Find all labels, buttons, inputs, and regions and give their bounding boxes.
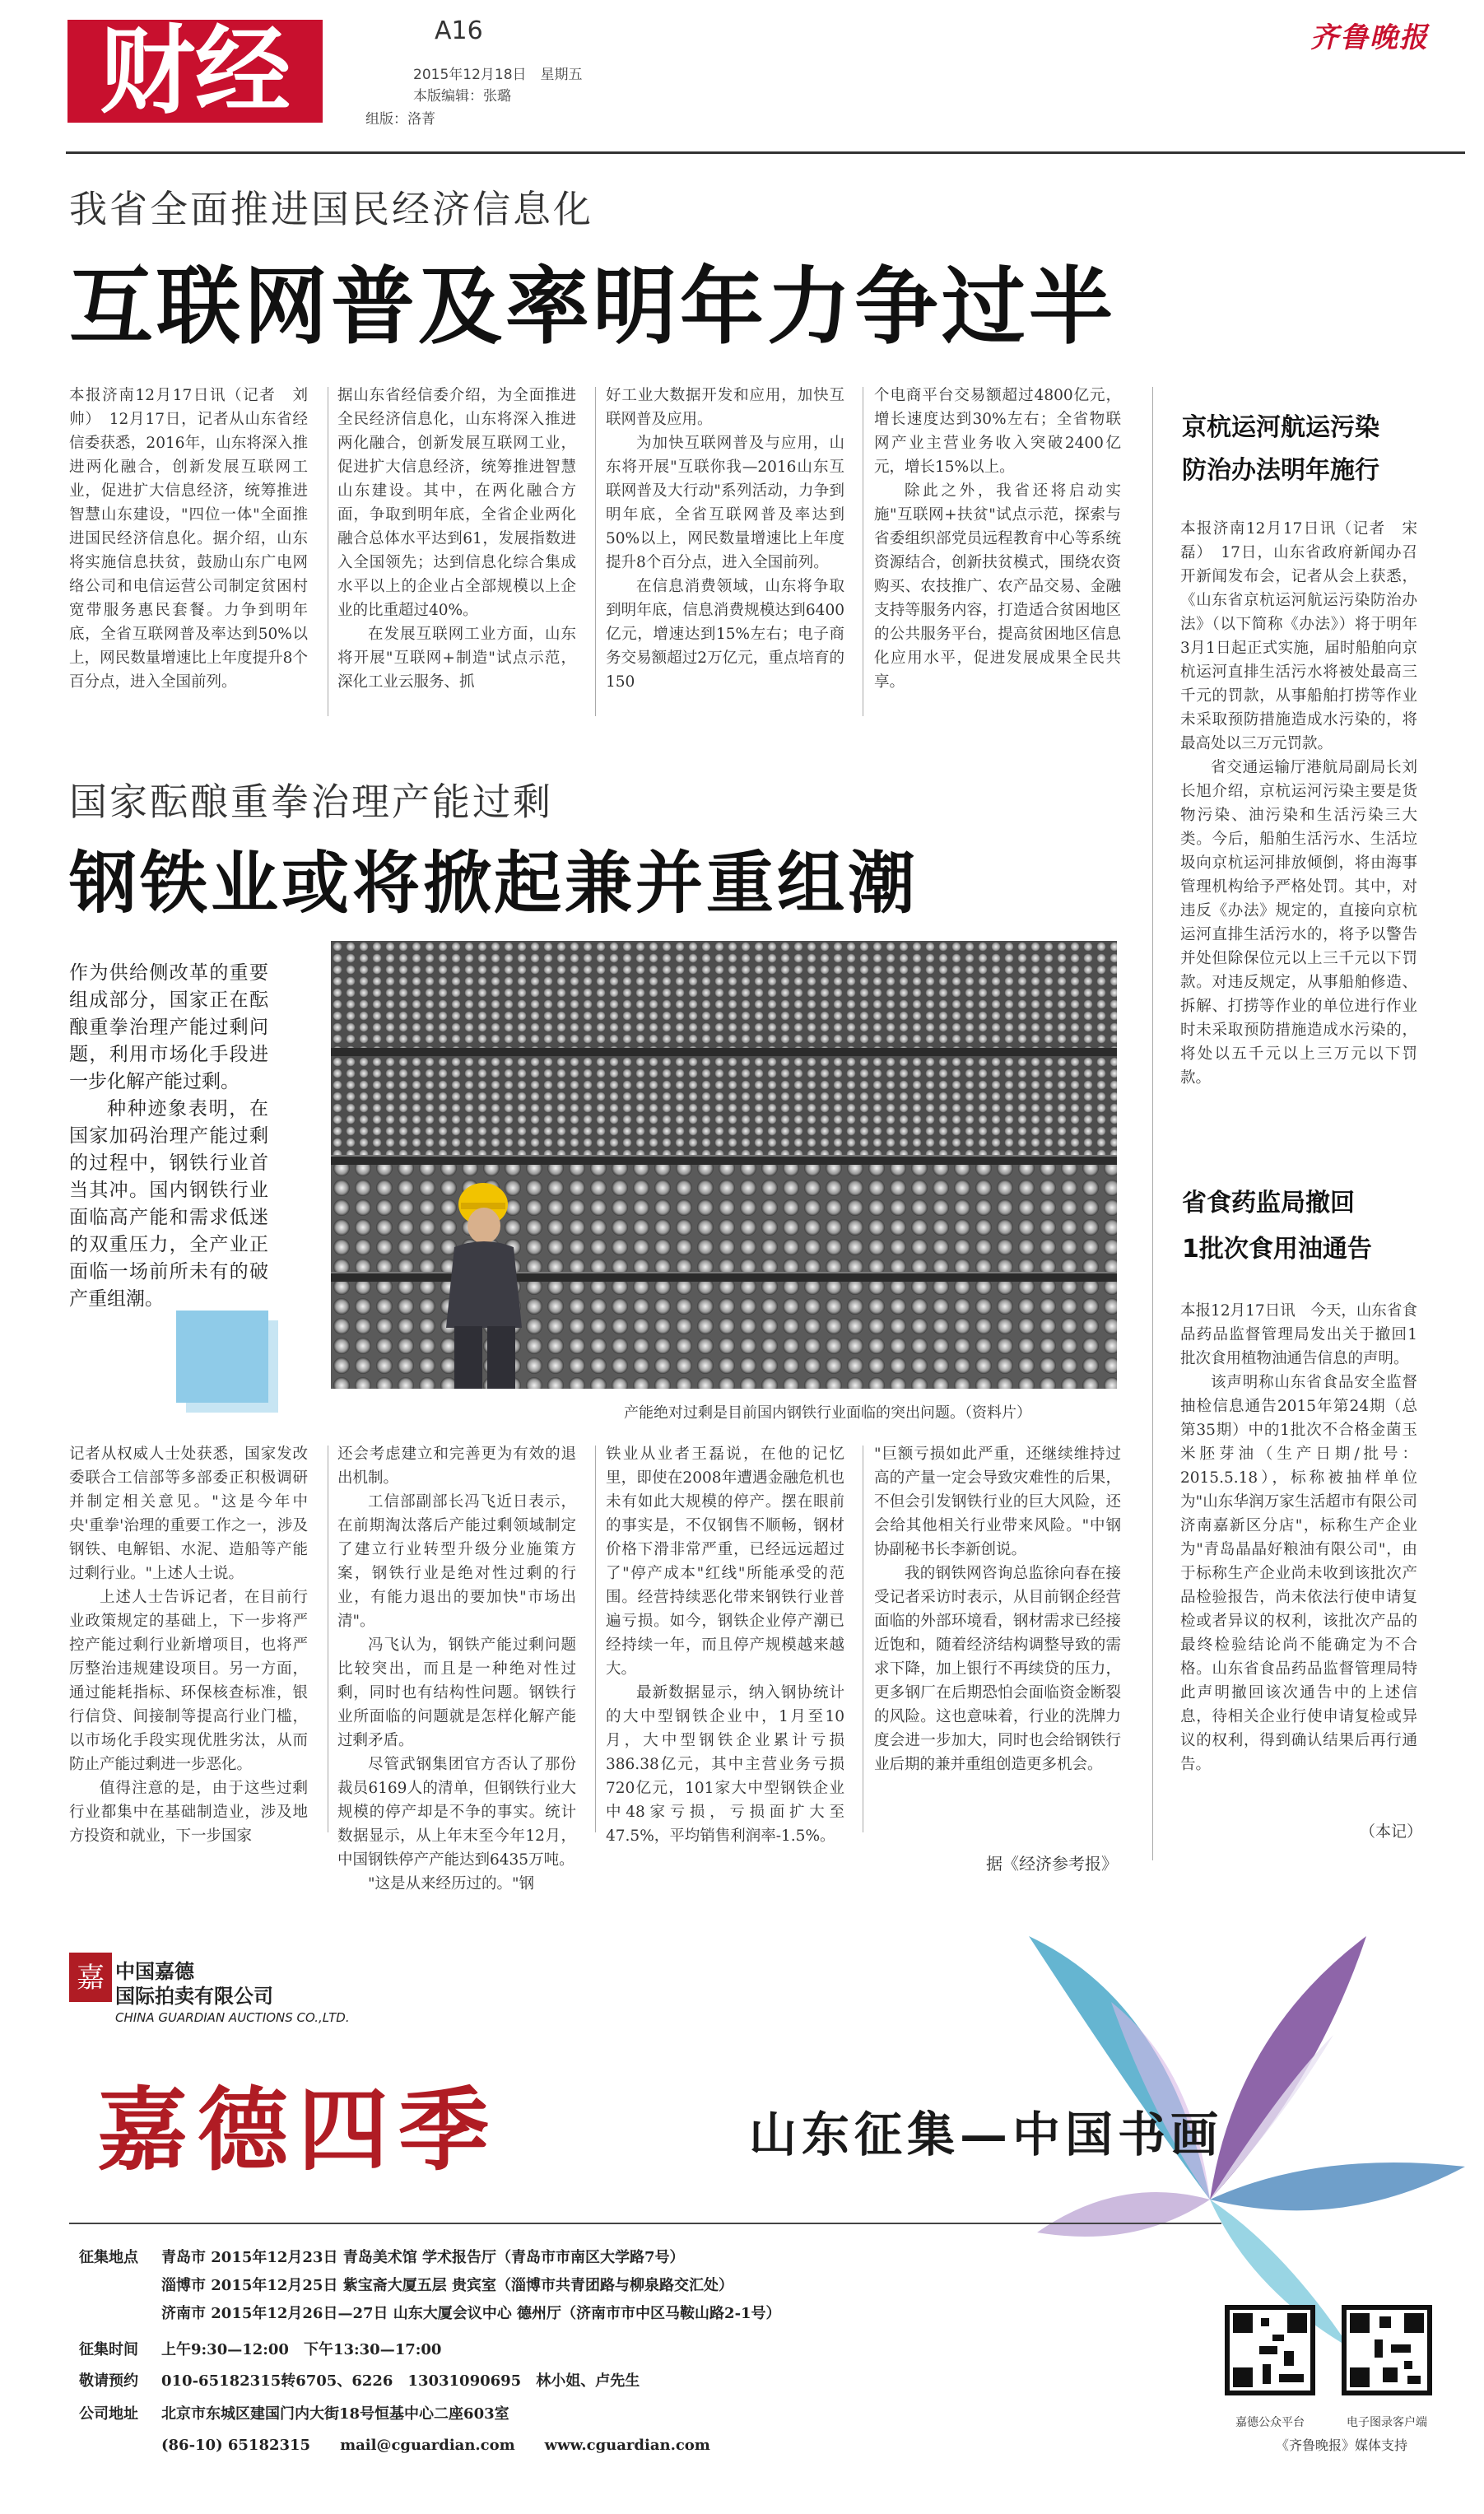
paragraph: "这是从来经历过的。"钢	[368, 1875, 535, 1892]
sidebar1-headline-line1: 京杭运河航运污染	[1182, 413, 1379, 442]
paragraph: 好工业大数据开发和应用，加快互联网普及应用。	[606, 387, 844, 428]
svg-text:嘉: 嘉	[77, 1962, 105, 1995]
venue-jinan: 济南市 2015年12月26日—27日 山东大厦会议中心 德州厅（济南市市中区马鞍山路2-1号）	[161, 2305, 781, 2322]
page-number: A16	[435, 16, 483, 45]
paragraph: 在信息消费领域，山东将争取到明年底，信息消费规模达到6400亿元，增速达到15%左右；电子商务交易额超过2万亿元，重点培育的150	[606, 578, 844, 691]
article2-source: 据《经济参考报》	[986, 1854, 1118, 1874]
company-address: 北京市东城区建国门内大街18号恒基中心二座603室	[161, 2405, 509, 2423]
paragraph: 该声明称山东省食品安全监督抽检信息通告2015年第24期（总第35期）中的1批次不合格金菌玉米胚芽油（生产日期/批号：2015.5.18），标称被抽样单位为"山东华润万家生活超市有限公司济南嘉新区分店"，标称生产企业为"青岛晶晶好粮油有限公司"，由于标称生产企业尚未收到该批次产品检验报告，尚未依法行使申请复检或者异议的权利，该批次产品的最终检验结论尚不能确定为不合格。山东省食品药品监督管理局特此声明撤回该次通告中的上述信息，待相关企业行使申请复检或异议的权利，得到确认结果后再行通告。	[1180, 1374, 1417, 1773]
article2-column-1	[69, 1442, 308, 1845]
paragraph: 个电商平台交易额超过4800亿元，增长速度达到30%左右；全省物联网产业主营业务收入突破2400亿元，增长15%以上。	[874, 387, 1121, 476]
article1-column-3	[606, 384, 844, 721]
sidebar2-headline-line1: 省食药监局撤回	[1182, 1189, 1355, 1217]
company-name-en: CHINA GUARDIAN AUCTIONS CO.,LTD.	[115, 2010, 350, 2025]
layout-credit: 组版：洛菁	[365, 111, 435, 128]
article1-column-2	[337, 384, 576, 721]
paragraph: 我的钢铁网咨询总监徐向春在接受记者采访时表示，从目前钢企经营面临的外部环境看，钢材需求已经接近饱和，随着经济结构调整导致的需求下降，加上银行不再续贷的压力，更多钢厂在后期恐怕会面临资金断裂的风险。这也意味着，行业的洗牌力度会进一步加大，同时也会给钢铁行业后期的兼并重组创造更多机会。	[874, 1565, 1121, 1773]
issue-date: 2015年12月18日 星期五	[413, 67, 583, 83]
paragraph: 据山东省经信委介绍，为全面推进全民经济信息化，山东将深入推进两化融合，创新发展互联网工业，促进扩大信息经济，统筹推进智慧山东建设。其中，在两化融合方面，争取到明年底，全省企业两化融合总体水平达到61，发展指数进入全国领先；达到信息化综合集成水平以上的企业占全部规模以上企业的比重超过40%。	[337, 387, 576, 619]
sidebar2-body	[1180, 1299, 1417, 1809]
ad-subtitle: 山东征集—中国书画	[749, 2107, 1224, 2163]
article1-headline: 互联网普及率明年力争过半	[69, 258, 1116, 356]
paragraph: 本报12月17日讯 今天，山东省食品药品监督管理局发出关于撤回1批次食用植物油通告信息的声明。	[1180, 1302, 1417, 1367]
paragraph: 还会考虑建立和完善更为有效的退出机制。	[337, 1446, 576, 1487]
qr1-caption: 嘉德公众平台	[1235, 2416, 1305, 2429]
paragraph: 尽管武钢集团官方否认了那份裁员6169人的清单，但钢铁行业大规模的停产却是不争的事实。统计数据显示，从上年末至今年12月，中国钢铁停产产能达到6435万吨。	[337, 1756, 576, 1869]
sidebar-divider	[1152, 387, 1153, 1860]
sidebar2-headline-line2: 1批次食用油通告	[1182, 1235, 1372, 1264]
address-label: 公司地址	[79, 2405, 138, 2423]
publication-name: 齐鲁晚报	[1310, 21, 1429, 54]
media-support-note: 《齐鲁晚报》媒体支持	[1275, 2437, 1407, 2453]
article2-lead	[69, 960, 268, 1313]
sidebar1-body	[1180, 517, 1417, 1143]
paragraph: 记者从权威人士处获悉，国家发改委联合工信部等多部委正积极调研并制定相关意见。"这是今年中央'重拳'治理的重要工作之一，涉及钢铁、电解铝、水泥、造船等产能过剩行业。"上述人士说。	[69, 1446, 308, 1582]
sidebar1-headline-line2: 防治办法明年施行	[1182, 456, 1379, 485]
article1-column-4	[874, 384, 1121, 721]
guardian-logo-icon	[69, 1953, 112, 2002]
contact-line: (86-10) 65182315 mail@cguardian.com www.cguardian.com	[161, 2437, 710, 2454]
ad-title: 嘉德四季	[97, 2077, 499, 2183]
steel-warehouse-photo	[331, 941, 1117, 1389]
section-title: 财经	[100, 16, 291, 127]
paragraph: 省交通运输厅港航局副局长刘长旭介绍，京杭运河污染主要是货物污染、油污染和生活污染三大类。今后，船舶生活污水、生活垃圾向京杭运河排放倾倒，将由海事管理机构给予严格处罚。其中，对违反《办法》规定的，直接向京杭运河直排生活污水的，将予以警告并处但除保位元以上三千元以下罚款。对违反规定，从事船舶修造、拆解、打捞等作业的单位进行作业时未采取预防措施造成水污染的，将处以五千元以上三万元以下罚款。	[1180, 759, 1417, 1087]
article1-column-1: 本报济南12月17日讯（记者 刘帅） 12月17日，记者从山东省经信委获悉，2016年，山东将深入推进两化融合，创新发展互联网工业，促进扩大信息经济，统筹推进智慧山东建设，"四位一体"全面推进国民经济信息化。据介绍，山东将实施信息扶贫，鼓励山东广电网络公司和电信运营公司制定贫困村宽带服务惠民套餐。力争到明年底，全省互联网普及率达到50%以上，网民数量增速比上年度提升8个百分点，进入全国前列。	[69, 387, 308, 691]
qr-code-icon	[1342, 2305, 1432, 2395]
paragraph: 值得注意的是，由于这些过剩行业都集中在基础制造业，涉及地方投资和就业，下一步国家	[69, 1780, 308, 1845]
paragraph: 为加快互联网普及与应用，山东将开展"互联你我—2016山东互联网普及大行动"系列活动，力争到明年底，全省互联网普及率达到50%以上，网民数量增速比上年度提升8个百分点，进入全国前列。	[606, 435, 844, 571]
column-divider	[595, 387, 596, 716]
photo-caption: 产能绝对过剩是目前国内钢铁行业面临的突出问题。（资料片）	[624, 1404, 1031, 1422]
qr-code-icon	[1225, 2305, 1315, 2395]
booking-info: 010-65182315转6705、6226 13031090695 林小姐、卢先生	[161, 2372, 640, 2390]
article2-headline: 钢铁业或将掀起兼并重组潮	[69, 845, 919, 923]
time-label: 征集时间	[79, 2341, 138, 2358]
venue-qingdao: 青岛市 2015年12月23日 青岛美术馆 学术报告厅（青岛市市南区大学路7号）	[161, 2249, 685, 2266]
masthead-rule	[66, 151, 1465, 154]
ad-divider	[69, 2223, 1221, 2224]
paragraph: 在发展互联网工业方面，山东将开展"互联网+制造"试点示范，深化工业云服务、抓	[337, 626, 576, 691]
paragraph: 铁业从业者王磊说，在他的记忆里，即使在2008年遭遇金融危机也未有如此大规模的停产。摆在眼前的事实是，不仅钢售不顺畅，钢材价格下滑非常严重，已经远远超过了"停产成本"红线"所能承受的范围。经营持续恶化带来钢铁行业普遍亏损。如今，钢铁企业停产潮已经持续一年，而且停产规模越来越大。	[606, 1446, 844, 1678]
article2-kicker: 国家酝酿重拳治理产能过剩	[69, 780, 553, 824]
venue-label: 征集地点	[79, 2249, 138, 2266]
paragraph: 作为供给侧改革的重要组成部分，国家正在酝酿重拳治理产能过剩问题，利用市场化手段进一步化解产能过剩。	[69, 962, 268, 1092]
venue-zibo: 淄博市 2015年12月25日 紫宝斋大厦五层 贵宾室（淄博市共青团路与柳泉路交汇处）	[161, 2277, 733, 2294]
paragraph: 工信部副部长冯飞近日表示，在前期淘汰落后产能过剩领域制定了建立行业转型升级分业施策方案，钢铁行业是绝对性过剩的行业，有能力退出的要加快"市场出清"。	[337, 1493, 576, 1630]
article2-column-2	[337, 1442, 576, 1892]
paragraph: 本报济南12月17日讯（记者 宋磊） 17日，山东省政府新闻办召开新闻发布会，记者从会上获悉，《山东省京杭运河航运污染防治办法》（以下简称《办法》）将于明年3月1日起正式实施，届时船舶向京杭运河直排生活污水将被处最高三千元的罚款，从事船舶打捞等作业未采取预防措施造成水污染的，将最高处以三万元罚款。	[1180, 520, 1417, 752]
section-logo	[67, 12, 339, 127]
company-name-cn: 中国嘉德 国际拍卖有限公司	[115, 1960, 273, 2008]
sidebar2-author: （本记）	[1360, 1823, 1423, 1841]
article1-kicker: 我省全面推进国民经济信息化	[69, 187, 593, 231]
editor-credit: 本版编辑：张璐	[413, 88, 511, 105]
article2-column-4	[874, 1442, 1121, 1837]
collection-time: 上午9:30—12:00 下午13:30—17:00	[161, 2341, 442, 2358]
paragraph: 上述人士告诉记者，在目前行业政策规定的基础上，下一步将严控产能过剩行业新增项目，也将严厉整治违规建设项目。另一方面，通过能耗指标、环保核查标准，银行信贷、间接制等提高行业门槛，以市场化手段实现优胜劣汰，从而防止产能过剩进一步恶化。	[69, 1589, 308, 1773]
column-divider	[595, 1446, 596, 1832]
paragraph: 最新数据显示，纳入钢协统计的大中型钢铁企业中，1月至10月，大中型钢铁企业累计亏损386.38亿元，其中主营业务亏损720亿元，101家大中型钢铁企业中48家亏损，亏损面扩大至47.5%，平均销售利润率-1.5%。	[606, 1684, 844, 1845]
paragraph: "巨额亏损如此严重，还继续维持过高的产量一定会导致灾难性的后果，不但会引发钢铁行业的巨大风险，还会给其他相关行业带来风险。"中钢协副秘书长李新创说。	[874, 1446, 1121, 1558]
paragraph: 冯飞认为，钢铁产能过剩问题比较突出，而且是一种绝对性过剩，同时也有结构性问题。钢铁行业所面临的问题就是怎样化解产能过剩矛盾。	[337, 1636, 576, 1749]
booking-label: 敬请预约	[79, 2372, 138, 2390]
paragraph: 种种迹象表明，在国家加码治理产能过剩的过程中，钢铁行业首当其冲。国内钢铁行业面临高产能和需求低迷的双重压力，全产业正面临一场前所未有的破产重组潮。	[69, 1098, 268, 1310]
article2-column-3	[606, 1442, 844, 1845]
qr2-caption: 电子图录客户端	[1347, 2416, 1427, 2429]
decorative-square	[176, 1311, 268, 1403]
paragraph: 除此之外，我省还将启动实施"互联网+扶贫"试点示范，探索与省委组织部党员远程教育中心等系统资源结合，创新扶贫模式，围绕农资购买、农技推广、农产品交易、金融支持等服务内容，打造适合贫困地区的公共服务平台，提高贫困地区信息化应用水平，促进发展成果全民共享。	[874, 482, 1121, 691]
